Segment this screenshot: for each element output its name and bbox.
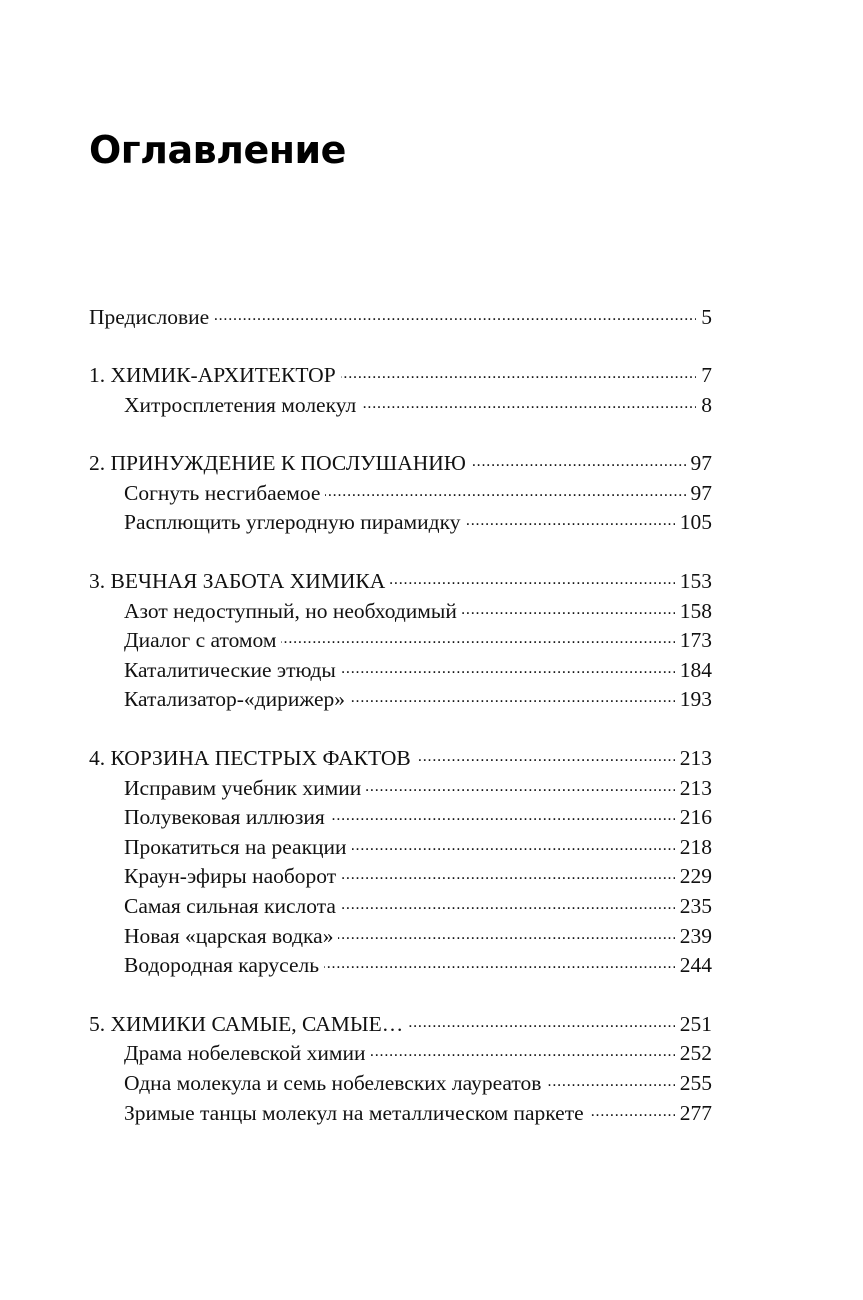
toc-entry-title: Краун-эфиры наоборот <box>124 864 337 889</box>
toc-entry[interactable] <box>89 449 712 479</box>
toc-entry-title: Хитросплетения молекул <box>124 392 357 417</box>
dot-leader <box>341 655 675 677</box>
toc-subentry[interactable] <box>89 892 712 922</box>
toc-page-number: 158 <box>679 598 712 623</box>
toc-entry-title: Предисловие <box>89 304 210 329</box>
toc-entry-title: 3. ВЕЧНАЯ ЗАБОТА ХИМИКА <box>89 569 386 594</box>
toc-entry-title: Согнуть несгибаемое <box>124 480 321 505</box>
toc-entry-title: Полувековая иллюзия <box>124 805 325 830</box>
toc-subentry[interactable] <box>89 1098 712 1128</box>
toc-page-number: 97 <box>690 480 712 505</box>
toc-subentry[interactable] <box>89 655 712 685</box>
dot-leader <box>361 390 696 412</box>
dot-leader <box>324 951 675 973</box>
toc-entry[interactable] <box>89 302 712 332</box>
toc-subentry[interactable] <box>89 773 712 803</box>
toc-entry-title: 2. ПРИНУЖДЕНИЕ К ПОСЛУШАНИЮ <box>89 451 466 476</box>
dot-leader <box>338 921 674 943</box>
toc-entry-title: Новая «царская водка» <box>124 923 334 948</box>
toc-page-number: 251 <box>679 1011 712 1036</box>
dot-leader <box>330 803 675 825</box>
toc-section <box>89 361 712 420</box>
toc-entry-title: Самая сильная кислота <box>124 894 336 918</box>
toc-subentry[interactable] <box>89 921 712 951</box>
toc-subentry[interactable] <box>89 862 712 892</box>
toc-entry-title: Катализатор-«дирижер» <box>124 687 345 712</box>
toc-entry-title: 5. ХИМИКИ САМЫЕ, САМЫЕ… <box>89 1011 404 1036</box>
dot-leader <box>462 596 675 618</box>
dot-leader <box>546 1068 674 1090</box>
toc-page-number: 213 <box>679 746 712 771</box>
toc-entry-title: Водородная карусель <box>124 953 320 978</box>
toc-subentry[interactable] <box>89 832 712 862</box>
toc-entry[interactable] <box>89 361 712 391</box>
toc-entry[interactable] <box>89 567 712 597</box>
dot-leader <box>341 862 675 884</box>
dot-leader <box>390 567 674 589</box>
toc-entry-title: Азот недоступный, но необходимый <box>124 598 457 623</box>
dot-leader <box>408 1009 674 1031</box>
dot-leader <box>371 1039 675 1061</box>
dot-leader <box>589 1098 675 1120</box>
toc-page-number: 244 <box>679 953 712 978</box>
toc-entry[interactable] <box>89 1009 712 1039</box>
toc-page-number: 252 <box>679 1041 712 1066</box>
toc-section <box>89 1009 712 1127</box>
toc-subentry[interactable] <box>89 951 712 981</box>
toc-subentry[interactable] <box>89 478 712 508</box>
toc-page-number: 239 <box>679 923 712 948</box>
dot-leader <box>465 508 674 530</box>
toc-page-number: 153 <box>679 569 712 594</box>
toc-page-number: 277 <box>679 1100 712 1125</box>
toc-section <box>89 567 712 715</box>
dot-leader <box>341 892 675 914</box>
toc-page-number: 97 <box>690 451 712 476</box>
toc-page-number: 213 <box>679 775 712 800</box>
toc-subentry[interactable] <box>89 626 712 656</box>
toc-entry-title: Расплющить углеродную пирамидку <box>124 510 461 535</box>
toc-subentry[interactable] <box>89 1068 712 1098</box>
toc-page-number: 218 <box>679 834 712 859</box>
toc-entry-title: Диалог с атомом <box>124 628 277 653</box>
toc-page-number: 8 <box>701 392 712 417</box>
toc-entry[interactable] <box>89 744 712 774</box>
toc-subentry[interactable] <box>89 390 712 420</box>
toc-page-number: 193 <box>679 687 712 712</box>
page-title: Оглавление <box>89 128 346 172</box>
toc-entry-title: Зримые танцы молекул на металлическом паркете <box>124 1100 584 1125</box>
dot-leader <box>341 361 697 383</box>
dot-leader <box>471 449 686 471</box>
toc-subentry[interactable] <box>89 508 712 538</box>
toc-page-number: 5 <box>701 304 712 329</box>
toc-page-number: 216 <box>679 805 712 830</box>
toc-entry-title: Одна молекула и семь нобелевских лауреатов <box>124 1070 542 1095</box>
toc-page-number: 105 <box>679 510 712 535</box>
toc-subentry[interactable] <box>89 803 712 833</box>
dot-leader <box>214 302 696 324</box>
toc-section <box>89 744 712 981</box>
toc-subentry[interactable] <box>89 685 712 715</box>
toc-subentry[interactable] <box>89 596 712 626</box>
toc-page-number: 235 <box>679 894 712 918</box>
table-of-contents <box>89 302 712 1157</box>
toc-entry-title: Прокатиться на реакции <box>124 834 347 859</box>
toc-page-number: 173 <box>679 628 712 653</box>
dot-leader <box>281 626 674 648</box>
toc-page-number: 255 <box>679 1070 712 1095</box>
toc-entry-title: Исправим учебник химии <box>124 775 362 800</box>
toc-subentry[interactable] <box>89 1039 712 1069</box>
dot-leader <box>325 478 685 500</box>
dot-leader <box>350 685 675 707</box>
toc-page-number: 184 <box>679 657 712 682</box>
toc-section <box>89 449 712 538</box>
toc-page-number: 7 <box>701 363 712 388</box>
toc-page-number: 229 <box>679 864 712 889</box>
toc-entry-title: 1. ХИМИК-АРХИТЕКТОР <box>89 363 336 388</box>
dot-leader <box>366 773 674 795</box>
dot-leader <box>416 744 675 766</box>
dot-leader <box>352 832 675 854</box>
toc-section <box>89 302 712 332</box>
toc-entry-title: Драма нобелевской химии <box>124 1041 366 1066</box>
toc-entry-title: 4. КОРЗИНА ПЕСТРЫХ ФАКТОВ <box>89 746 411 771</box>
toc-entry-title: Каталитические этюды <box>124 657 336 682</box>
